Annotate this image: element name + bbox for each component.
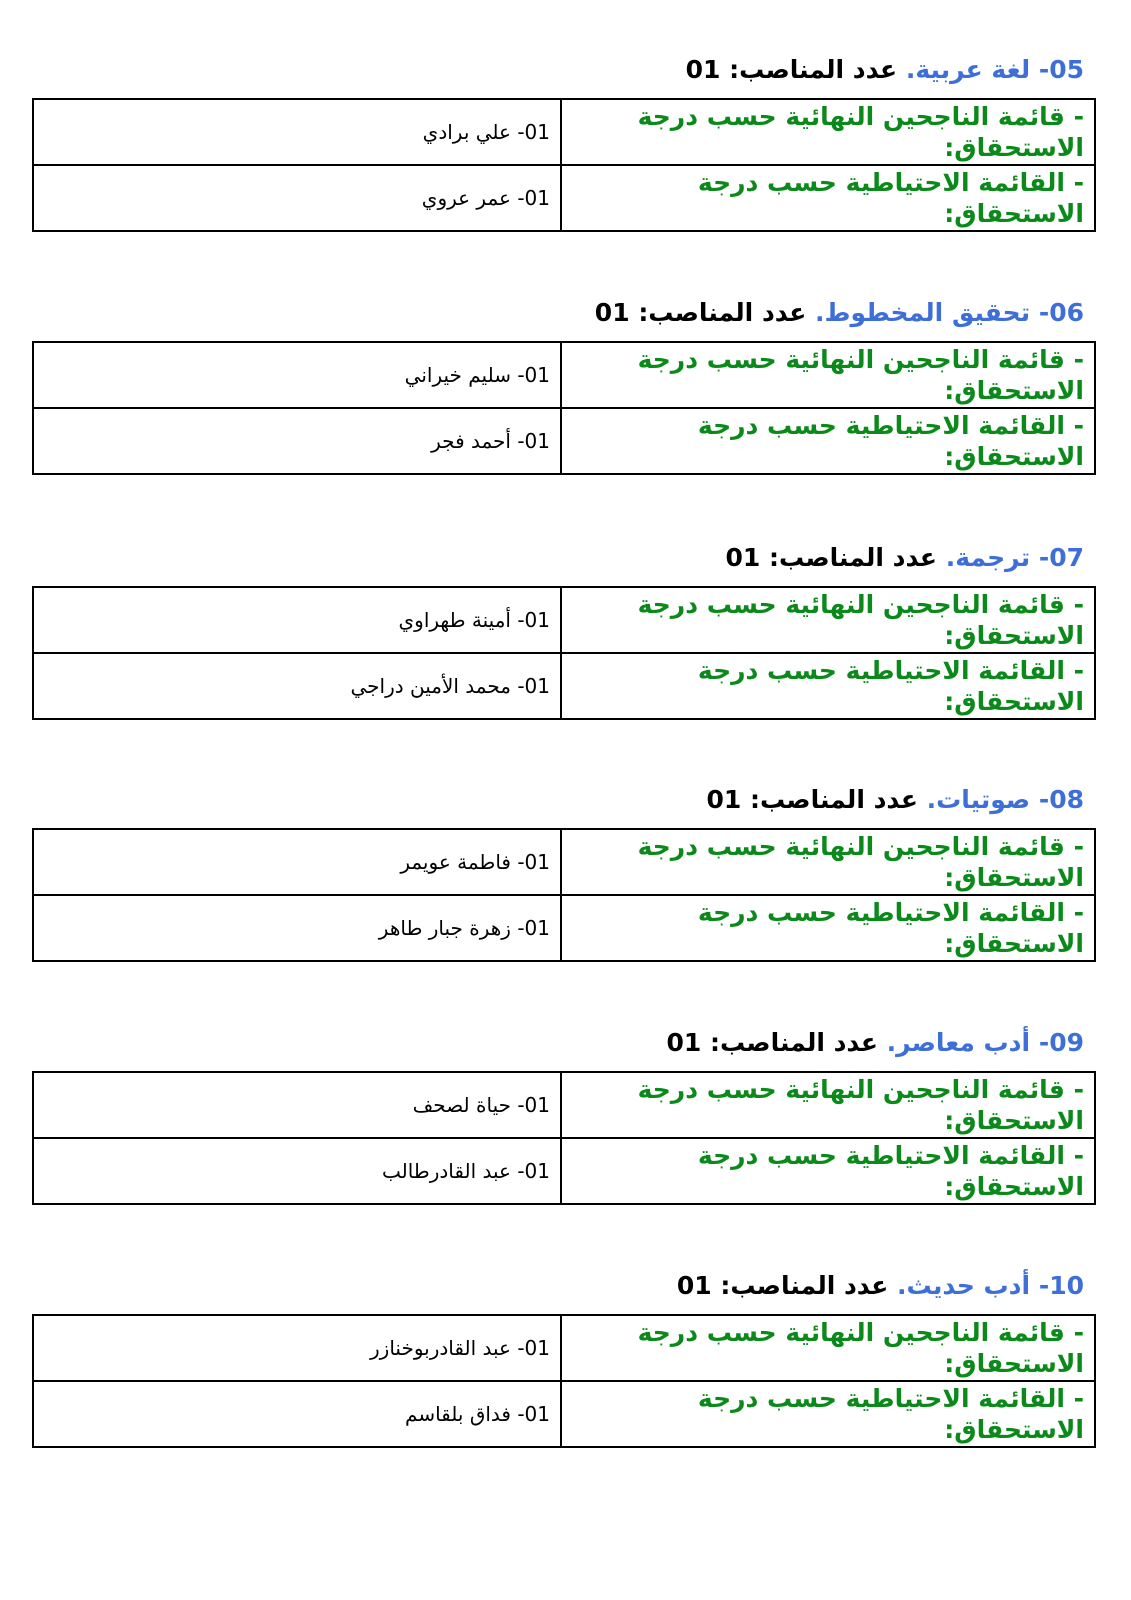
positions-count: 01 bbox=[685, 55, 721, 84]
positions-count: 01 bbox=[725, 543, 761, 572]
reserve-list-name: 01- زهرة جبار طاهر bbox=[33, 895, 561, 961]
reserve-list-row bbox=[33, 408, 1095, 474]
reserve-list-label: - القائمة الاحتياطية حسب درجة الاستحقاق: bbox=[561, 1138, 1095, 1204]
reserve-list-row bbox=[33, 653, 1095, 719]
positions-label: عدد المناصب: bbox=[638, 298, 807, 327]
section-heading bbox=[32, 1258, 1096, 1314]
reserve-list-name: 01- محمد الأمين دراجي bbox=[33, 653, 561, 719]
positions-label: عدد المناصب: bbox=[720, 1271, 889, 1300]
section-09 bbox=[32, 1015, 1096, 1205]
section-heading bbox=[32, 1015, 1096, 1071]
positions-label: عدد المناصب: bbox=[709, 1028, 878, 1057]
subject-title: 08- صوتيات. bbox=[926, 785, 1084, 814]
final-list-name: 01- علي برادي bbox=[33, 99, 561, 165]
section-05 bbox=[32, 42, 1096, 232]
positions-count: 01 bbox=[666, 1028, 702, 1057]
reserve-list-name: 01- أحمد فجر bbox=[33, 408, 561, 474]
positions-count: 01 bbox=[706, 785, 742, 814]
subject-title: 05- لغة عربية. bbox=[905, 55, 1084, 84]
final-list-label: - قائمة الناجحين النهائية حسب درجة الاستحقاق: bbox=[561, 829, 1095, 895]
positions-label: عدد المناصب: bbox=[769, 543, 937, 572]
results-table bbox=[32, 1314, 1096, 1448]
reserve-list-row bbox=[33, 165, 1095, 231]
reserve-list-row bbox=[33, 1381, 1095, 1447]
section-06 bbox=[32, 285, 1096, 475]
reserve-list-label: - القائمة الاحتياطية حسب درجة الاستحقاق: bbox=[561, 895, 1095, 961]
results-table bbox=[32, 1071, 1096, 1205]
final-list-name: 01- عبد القادربوخنازر bbox=[33, 1315, 561, 1381]
final-list-row bbox=[33, 829, 1095, 895]
reserve-list-row bbox=[33, 895, 1095, 961]
reserve-list-label: - القائمة الاحتياطية حسب درجة الاستحقاق: bbox=[561, 1381, 1095, 1447]
section-heading bbox=[32, 530, 1096, 586]
results-table bbox=[32, 98, 1096, 232]
subject-title: 10- أدب حديث. bbox=[897, 1271, 1084, 1300]
section-07 bbox=[32, 530, 1096, 720]
final-list-row bbox=[33, 587, 1095, 653]
final-list-label: - قائمة الناجحين النهائية حسب درجة الاستحقاق: bbox=[561, 1315, 1095, 1381]
final-list-label: - قائمة الناجحين النهائية حسب درجة الاستحقاق: bbox=[561, 587, 1095, 653]
final-list-name: 01- سليم خيراني bbox=[33, 342, 561, 408]
final-list-label: - قائمة الناجحين النهائية حسب درجة الاستحقاق: bbox=[561, 99, 1095, 165]
final-list-row bbox=[33, 99, 1095, 165]
final-list-name: 01- فاطمة عويمر bbox=[33, 829, 561, 895]
reserve-list-name: 01- عمر عروي bbox=[33, 165, 561, 231]
section-heading bbox=[32, 285, 1096, 341]
results-table bbox=[32, 586, 1096, 720]
final-list-row bbox=[33, 1072, 1095, 1138]
section-10 bbox=[32, 1258, 1096, 1448]
final-list-name: 01- حياة لصحف bbox=[33, 1072, 561, 1138]
positions-count: 01 bbox=[594, 298, 630, 327]
final-list-row bbox=[33, 1315, 1095, 1381]
reserve-list-name: 01- فداق بلقاسم bbox=[33, 1381, 561, 1447]
positions-label: عدد المناصب: bbox=[729, 55, 898, 84]
final-list-row bbox=[33, 342, 1095, 408]
results-table bbox=[32, 341, 1096, 475]
section-heading bbox=[32, 772, 1096, 828]
section-08 bbox=[32, 772, 1096, 962]
final-list-name: 01- أمينة طهراوي bbox=[33, 587, 561, 653]
reserve-list-label: - القائمة الاحتياطية حسب درجة الاستحقاق: bbox=[561, 653, 1095, 719]
reserve-list-label: - القائمة الاحتياطية حسب درجة الاستحقاق: bbox=[561, 408, 1095, 474]
positions-count: 01 bbox=[676, 1271, 712, 1300]
reserve-list-row bbox=[33, 1138, 1095, 1204]
subject-title: 06- تحقيق المخطوط. bbox=[815, 298, 1084, 327]
final-list-label: - قائمة الناجحين النهائية حسب درجة الاستحقاق: bbox=[561, 342, 1095, 408]
positions-label: عدد المناصب: bbox=[749, 785, 918, 814]
subject-title: 07- ترجمة. bbox=[945, 543, 1084, 572]
reserve-list-label: - القائمة الاحتياطية حسب درجة الاستحقاق: bbox=[561, 165, 1095, 231]
subject-title: 09- أدب معاصر. bbox=[886, 1028, 1084, 1057]
final-list-label: - قائمة الناجحين النهائية حسب درجة الاستحقاق: bbox=[561, 1072, 1095, 1138]
reserve-list-name: 01- عبد القادرطالب bbox=[33, 1138, 561, 1204]
results-table bbox=[32, 828, 1096, 962]
section-heading bbox=[32, 42, 1096, 98]
